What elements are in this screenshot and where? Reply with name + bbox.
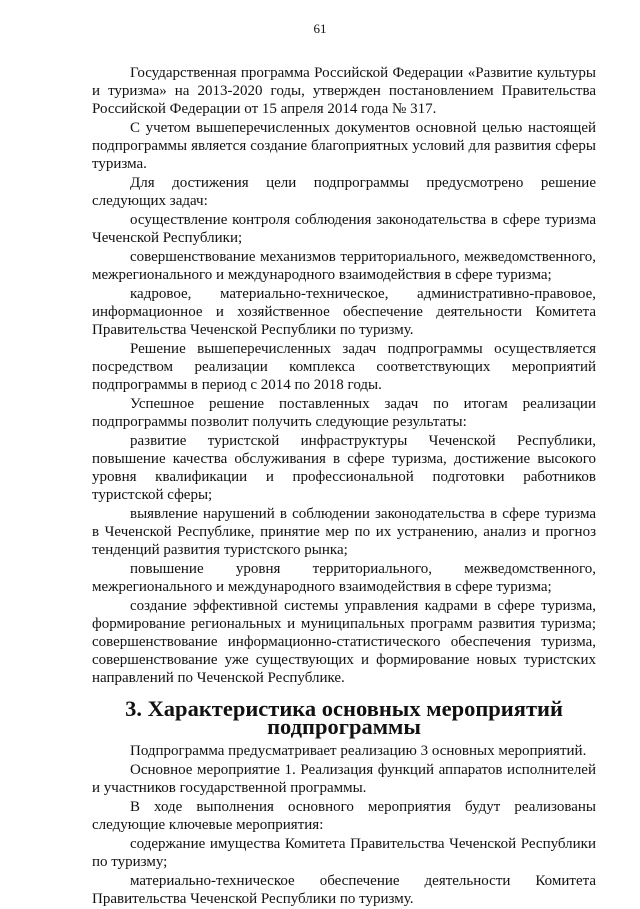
list-item: создание эффективной системы управления кадрами в сфере туризма, формирование региональных и муниципальных программ развития туризма; совершенствование информационно-статистического обеспечения туризма, совершенствование уже существующих и формирование новых туристских направлений по Чеченской Республике. xyxy=(92,598,596,686)
list-item: кадровое, материально-техническое, административно-правовое, информационное и хозяйственное обеспечение деятельности Комитета Правительства Чеченской Республики по туризму. xyxy=(92,286,596,338)
list-item: развитие туристской инфраструктуры Чеченской Республики, повышение качества обслуживания в сфере туризма, достижение высокого уровня квалификации и профессиональной подготовки работников туристской сферы; xyxy=(92,433,596,503)
list-item: повышение уровня территориального, межведомственного, межрегионального и международного взаимодействия в сфере туризма; xyxy=(92,561,596,595)
paragraph: Основное мероприятие 1. Реализация функций аппаратов исполнителей и участников государственной программы. xyxy=(92,762,596,796)
paragraph: Для достижения цели подпрограммы предусмотрено решение следующих задач: xyxy=(92,175,596,209)
document-body xyxy=(92,64,596,909)
list-item: совершенствование механизмов территориального, межведомственного, межрегионального и международного взаимодействия в сфере туризма; xyxy=(92,249,596,283)
paragraph: Государственная программа Российской Федерации «Развитие культуры и туризма» на 2013-2020 годы, утвержден постановлением Правительства Российской Федерации от 15 апреля 2014 года № 317. xyxy=(92,65,596,117)
page-number: 61 xyxy=(313,21,327,36)
section-heading: 3. Характеристика основных мероприятий подпрограммы xyxy=(125,696,563,739)
paragraph: С учетом вышеперечисленных документов основной целью настоящей подпрограммы является создание благоприятных условий для развития сферы туризма. xyxy=(92,120,596,172)
paragraph: Успешное решение поставленных задач по итогам реализации подпрограммы позволит получить следующие результаты: xyxy=(92,396,596,430)
paragraph: В ходе выполнения основного мероприятия будут реализованы следующие ключевые мероприятия: xyxy=(92,799,596,833)
list-item: содержание имущества Комитета Правительства Чеченской Республики по туризму; xyxy=(92,836,596,870)
paragraph: Решение вышеперечисленных задач подпрограммы осуществляется посредством реализации комплекса соответствующих мероприятий подпрограммы в период с 2014 по 2018 годы. xyxy=(92,341,596,393)
list-item: выявление нарушений в соблюдении законодательства в сфере туризма в Чеченской Республике, принятие мер по их устранению, анализ и прогноз тенденций развития туристского рынка; xyxy=(92,506,596,558)
paragraph: Подпрограмма предусматривает реализацию 3 основных мероприятий. xyxy=(130,743,587,759)
list-item: осуществление контроля соблюдения законодательства в сфере туризма Чеченской Республики; xyxy=(92,212,596,246)
list-item: материально-техническое обеспечение деятельности Комитета Правительства Чеченской Республики по туризму. xyxy=(92,873,596,907)
